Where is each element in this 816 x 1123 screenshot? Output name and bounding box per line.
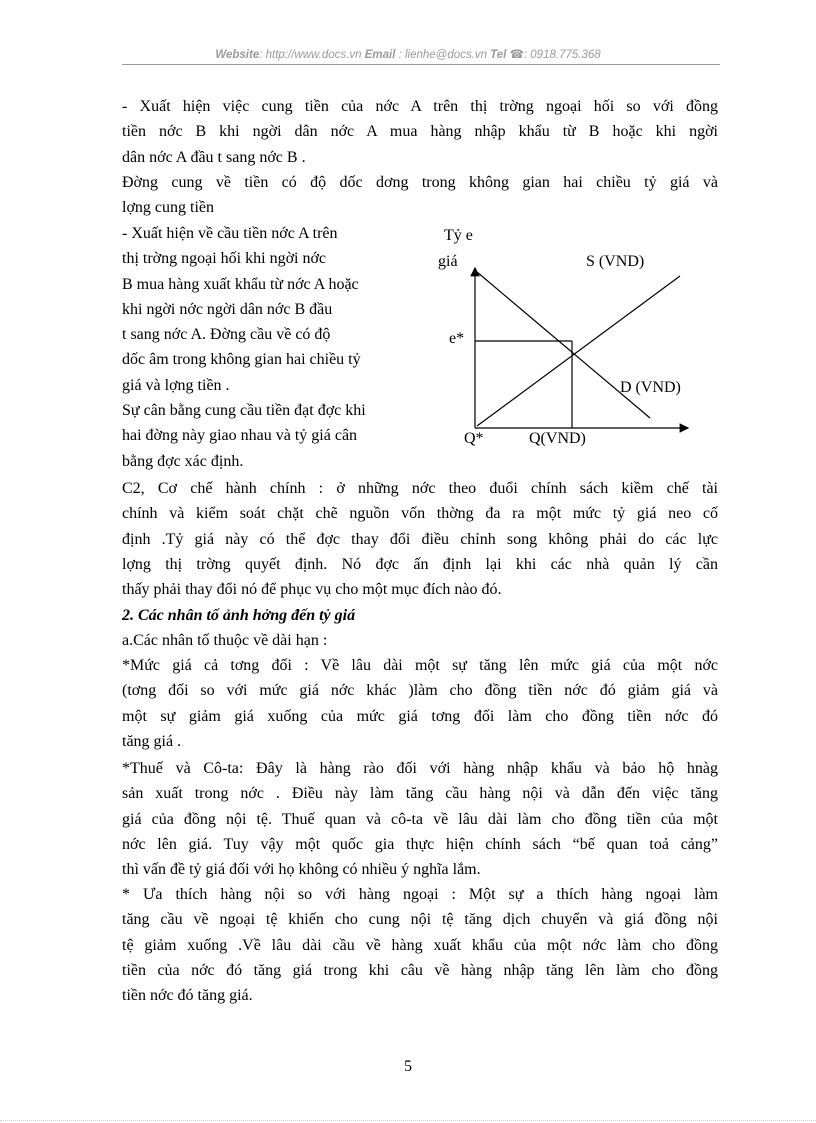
- x-axis-label: Q(VND): [529, 430, 586, 447]
- text-line: * Ưa thích hàng nội so với hàng ngoại : Một sự a thích hàng ngoại làm: [122, 886, 718, 903]
- text-line: tệ giảm xuống .Về lâu dài cầu về hàng xuất khẩu của một nớc làm cho đồng: [122, 936, 718, 954]
- subsection-heading: a.Các nhân tố thuộc về dài hạn :: [122, 632, 328, 649]
- text-line: - Xuất hiện về cầu tiền nớc A trên: [122, 225, 338, 242]
- text-line: hai đờng này giao nhau và tỷ giá cân: [122, 427, 358, 445]
- demand-curve: [477, 272, 650, 418]
- paragraph-tariffs: [122, 756, 718, 882]
- text-line: B mua hàng xuất khẩu từ nớc A hoặc: [122, 275, 359, 293]
- text-line: thị trờng ngoại hối khi ngời nớc: [122, 250, 327, 268]
- text-line: tăng cầu về ngoại tệ khiến cho cung nội tệ tăng dịch chuyển và giá đồng nội: [122, 911, 718, 929]
- y-axis-label: Tỷ e: [444, 227, 473, 244]
- text-line: tăng giá .: [122, 732, 182, 750]
- text-line: chính và kiểm soát chặt chẽ nguồn vốn thờng đa ra một mức tỷ giá neo cố: [122, 505, 718, 523]
- text-line: dân nớc A đầu t sang nớc B .: [122, 148, 306, 166]
- text-line: tiền nớc đó tăng giá.: [122, 987, 253, 1005]
- text-line: giá của đồng nội tệ. Thuế quan và cô-ta về lâu dài làm cho đồng tiền của một: [122, 810, 718, 828]
- email-value: : lienhe@docs.vn: [395, 49, 491, 61]
- supply-label: S (VND): [586, 253, 645, 270]
- text-line: sản xuất trong nớc . Điều này làm tăng cầu hàng nội và dẫn đến việc tăng: [122, 785, 718, 803]
- equilibrium-rate-label: e*: [449, 330, 465, 347]
- text-line: lợng thị trờng quyết định. Nó đợc ấn định lại khi các nhà quản lý cần: [122, 555, 718, 573]
- text-line: khi ngời nớc ngời dân nớc B đầu: [122, 300, 333, 318]
- text-line: *Thuế và Cô-ta: Đây là hàng rào đối với hàng nhập khẩu và bảo hộ hnàg: [122, 760, 718, 777]
- text-line: *Mức giá cả tơng đối : Về lâu dài một sự tăng lên mức giá của một nớc: [122, 657, 718, 674]
- website-url: : http://www.docs.vn: [259, 49, 365, 61]
- text-line: dốc âm trong không gian hai chiều tỷ: [122, 351, 361, 369]
- paragraph-relative-price: [122, 653, 718, 754]
- text-line: Sự cân bằng cung cầu tiền đạt đợc khi: [122, 402, 366, 420]
- text-line: lợng cung tiền: [122, 199, 214, 217]
- text-line: (tơng đối so với mức giá nớc khác )làm cho đồng tiền nớc đó giảm giá và: [122, 682, 718, 700]
- text-line: giá và lợng tiền .: [122, 376, 230, 394]
- text-line: một sự giảm giá xuống của mức giá tơng đối làm cho đồng tiền nớc đó: [122, 707, 718, 725]
- page-number: 5: [404, 1058, 412, 1075]
- website-label: Website: [215, 49, 260, 61]
- paragraph-administrative: [122, 476, 718, 602]
- email-label: Email: [364, 49, 396, 61]
- page-bottom-divider: [0, 1120, 816, 1121]
- section-heading: 2. Các nhân tố ảnh hởng đến tỷ giá: [122, 607, 356, 624]
- text-line: t sang nớc A. Đờng cầu về có độ: [122, 326, 331, 344]
- text-line: - Xuất hiện việc cung tiền của nớc A trên thị trờng ngoại hối so với đồng: [122, 98, 718, 115]
- equilibrium-qty-label: Q*: [464, 430, 484, 447]
- demand-label: D (VND): [620, 379, 681, 396]
- text-line: Đờng cung về tiền có độ dốc dơng trong không gian hai chiều tỷ giá và: [122, 174, 718, 191]
- text-line: thấy phải thay đổi nó để phục vụ cho một mục đích nào đó.: [122, 581, 502, 599]
- y-axis-label-2: giá: [438, 253, 458, 270]
- text-line: thì vấn đề tỷ giá đối với họ không có nhiều ý nghĩa lắm.: [122, 861, 481, 879]
- text-line: tiền của nớc đó tăng giá trong khi câu về hàng nhập tăng lên làm cho đồng: [122, 961, 718, 979]
- text-line: C2, Cơ chế hành chính : ở những nớc theo đuổi chính sách kiềm chế tài: [122, 480, 718, 497]
- tel-label: Tel: [490, 49, 507, 61]
- text-line: định .Tỷ giá này có thể đợc thay đổi điều chỉnh song không phải do các lực: [122, 530, 718, 548]
- supply-curve: [477, 276, 680, 426]
- tel-value: ☎: 0918.775.368: [506, 49, 601, 61]
- paragraph-preferences: [122, 882, 718, 1008]
- text-line: tiền nớc B khi ngời dân nớc A mua hàng nhập khẩu từ B hoặc khi ngời: [122, 123, 718, 141]
- text-line: bằng đợc xác định.: [122, 452, 244, 470]
- text-line: nớc lên giá. Tuy vậy một quốc gia thực hiện chính sách “bế quan toả cảng”: [122, 835, 718, 853]
